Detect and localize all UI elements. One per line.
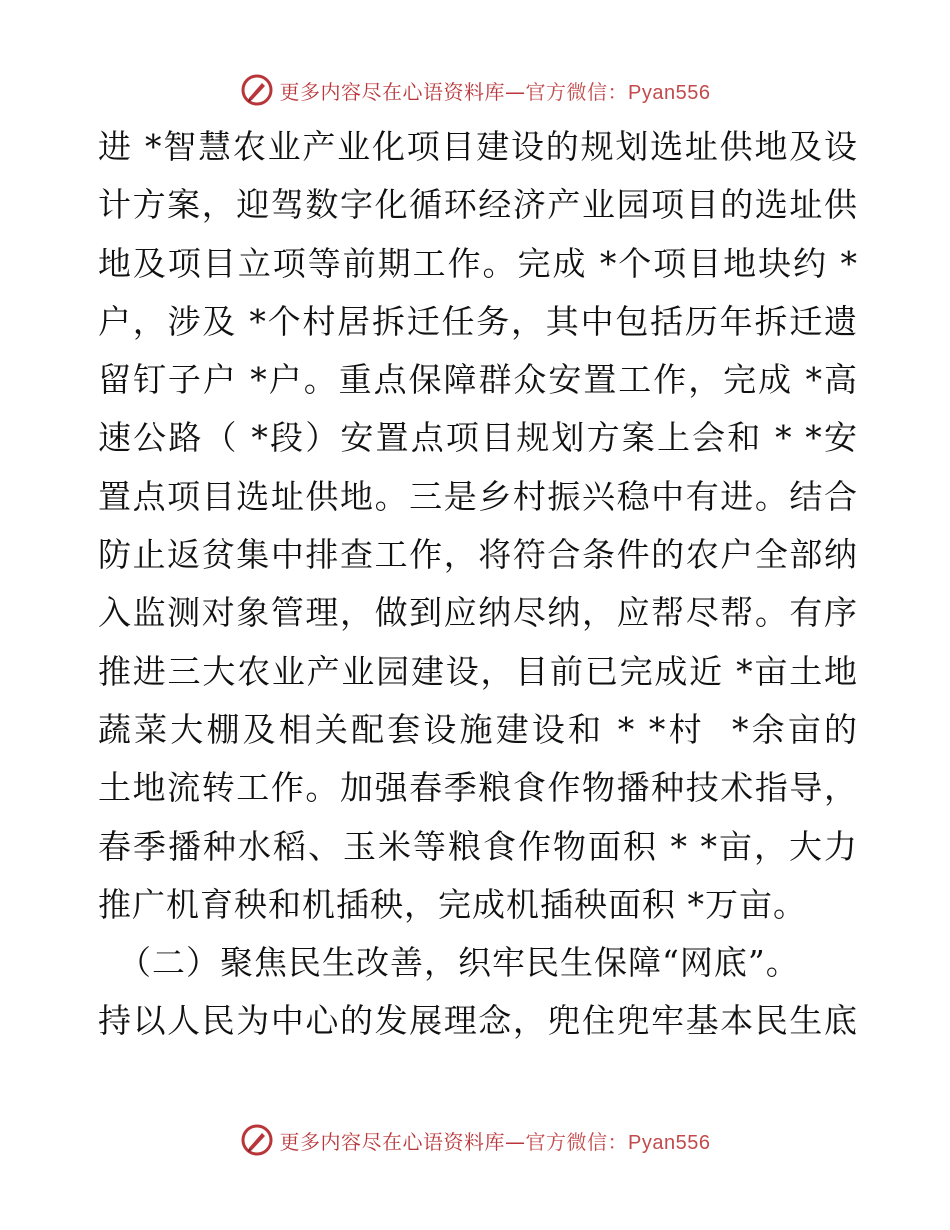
watermark-text: 更多内容尽在心语资料库 (279, 1129, 506, 1154)
paragraph-line: 留钉子户 *户。重点保障群众安置工作，完成 *高 (98, 360, 858, 400)
paragraph-line: 推广机育秧和机插秧，完成机插秧面积 *万亩。 (98, 884, 807, 924)
paragraph-line: 防止返贫集中排查工作，将符合条件的农户全部纳 (98, 535, 858, 575)
paragraph-line: 置点项目选址供地。三是乡村振兴稳中有进。结合 (98, 476, 858, 516)
paragraph-line: 户，涉及 *个村居拆迁任务，其中包括历年拆迁遗 (98, 301, 858, 341)
watermark-header (0, 68, 950, 112)
paragraph-line: 蔬菜大棚及相关配套设施建设和 * *村 *余亩的 (98, 709, 858, 749)
paragraph-line: 地及项目立项等前期工作。完成 *个项目地块约 * (98, 243, 858, 283)
pen-logo-icon (240, 1123, 274, 1157)
paragraph-line: 计方案，迎驾数字化循环经济产业园项目的选址供 (98, 185, 858, 225)
paragraph-line: 持以人民为中心的发展理念，兜住兜牢基本民生底 (98, 1001, 858, 1041)
watermark-text: 更多内容尽在心语资料库 (279, 79, 506, 104)
section-heading: （二）聚焦民生改善，织牢民生保障“网底”。 (118, 943, 800, 983)
paragraph-line: 速公路（ *段）安置点项目规划方案上会和 * *安 (98, 418, 858, 458)
pen-logo-icon (240, 73, 274, 107)
watermark-separator: — (505, 1129, 526, 1154)
paragraph-line: 入监测对象管理，做到应纳尽纳，应帮尽帮。有序 (98, 593, 858, 633)
watermark-contact: 官方微信：Pyan556 (525, 1131, 711, 1154)
paragraph-line: 春季播种水稻、玉米等粮食作物面积 * *亩，大力 (98, 826, 858, 866)
paragraph-line: 土地流转工作。加强春季粮食作物播种技术指导， (98, 768, 858, 808)
watermark-footer (0, 1118, 950, 1162)
watermark-separator: — (505, 79, 526, 104)
watermark-contact: 官方微信：Pyan556 (525, 81, 711, 104)
paragraph-line: 进 *智慧农业产业化项目建设的规划选址供地及设 (98, 127, 858, 166)
paragraph-line: 推进三大农业产业园建设，目前已完成近 *亩土地 (98, 651, 858, 691)
document-body (98, 118, 858, 1051)
